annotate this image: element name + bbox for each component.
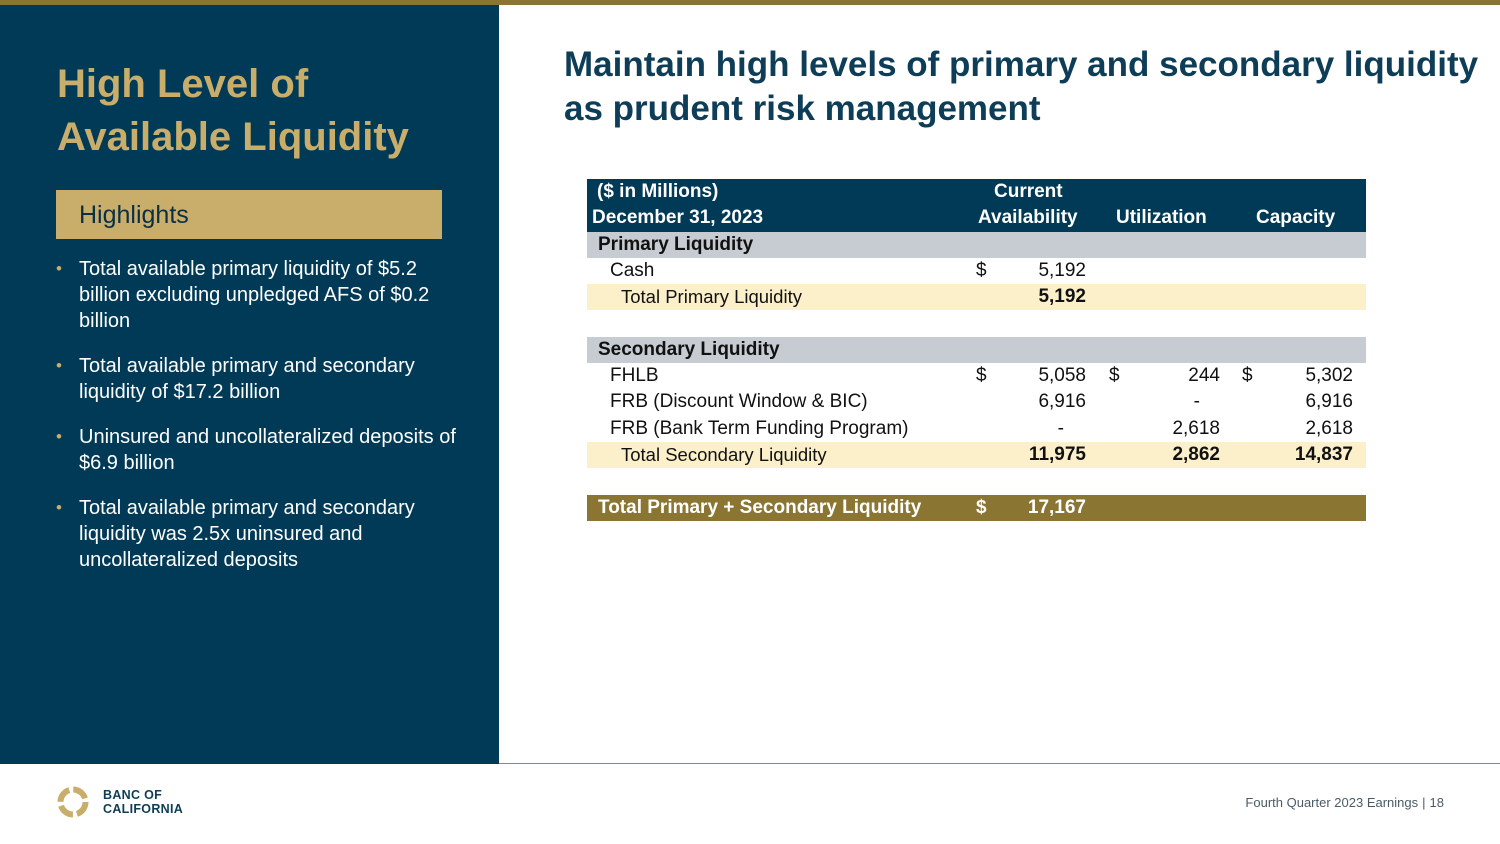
dollar-sign: $ <box>1242 365 1253 387</box>
column-header-utilization: Utilization <box>1116 207 1207 229</box>
dollar-sign: $ <box>1109 365 1120 387</box>
dollar-sign: $ <box>976 496 987 518</box>
bullet-icon: • <box>56 356 62 375</box>
slide-title-line-1: High Level of <box>57 62 309 106</box>
bullet-icon: • <box>56 427 62 446</box>
slide-heading-line-2: as prudent risk management <box>564 89 1041 128</box>
availability-value: 6,916 <box>1038 391 1086 413</box>
section-row-primary <box>587 232 1366 258</box>
section-label: Primary Liquidity <box>598 233 754 255</box>
footer-separator: | <box>1422 795 1426 810</box>
wordmark-line-2: CALIFORNIA <box>103 802 184 816</box>
dollar-sign: $ <box>976 259 987 281</box>
column-header-capacity: Capacity <box>1256 207 1336 229</box>
column-header-current: Current <box>994 181 1063 202</box>
table-row <box>587 389 1366 415</box>
table-header-row-1 <box>587 179 1366 205</box>
date-label: December 31, 2023 <box>592 207 764 229</box>
company-wordmark <box>103 788 183 816</box>
spacer-row <box>587 468 1366 494</box>
slide-heading-line-1: Maintain high levels of primary and secondary liquidity <box>564 45 1479 84</box>
grand-total-label: Total Primary + Secondary Liquidity <box>598 496 922 518</box>
table-header-row-2 <box>587 205 1366 231</box>
utilization-value: 2,618 <box>1172 417 1220 439</box>
banc-of-california-logo-icon <box>56 785 90 819</box>
footer-divider <box>499 763 1500 764</box>
highlight-text: Total available primary and secondary liquidity was 2.5x uninsured and uncollateralized deposits <box>79 497 415 571</box>
page-number: 18 <box>1429 795 1444 810</box>
table-row <box>587 416 1366 442</box>
availability-value: 5,192 <box>1038 259 1086 281</box>
total-row-primary <box>587 284 1366 310</box>
total-label: Total Primary Liquidity <box>621 286 802 308</box>
highlights-header <box>56 190 442 239</box>
wordmark-line-1: BANC OF <box>103 788 163 802</box>
utilization-value: - <box>1193 391 1200 413</box>
availability-value: - <box>1057 417 1064 439</box>
section-row-secondary <box>587 337 1366 363</box>
availability-value: 5,058 <box>1038 365 1086 387</box>
highlight-item <box>56 353 456 405</box>
utilization-value: 244 <box>1188 365 1220 387</box>
highlight-text: Uninsured and uncollateralized deposits of $6.9 billion <box>79 426 456 474</box>
capacity-total: 14,837 <box>1294 443 1353 465</box>
highlight-item <box>56 424 456 476</box>
grand-total-value: 17,167 <box>1027 496 1086 518</box>
availability-total: 5,192 <box>1038 286 1086 308</box>
capacity-value: 6,916 <box>1305 391 1353 413</box>
row-label: FHLB <box>610 365 659 387</box>
highlight-text: Total available primary liquidity of $5.2 billion excluding unpledged AFS of $0.2 billion <box>79 258 430 332</box>
highlights-list <box>56 256 456 592</box>
availability-total: 11,975 <box>1028 443 1086 465</box>
table-row <box>587 363 1366 389</box>
capacity-value: 5,302 <box>1305 365 1353 387</box>
row-label: FRB (Bank Term Funding Program) <box>610 417 909 439</box>
grand-total-row <box>587 495 1366 521</box>
slide-title-line-2: Available Liquidity <box>57 115 409 159</box>
total-row-secondary <box>587 442 1366 468</box>
dollar-sign: $ <box>976 365 987 387</box>
column-header-availability: Availability <box>978 207 1078 229</box>
row-label: FRB (Discount Window & BIC) <box>610 391 868 413</box>
report-name: Fourth Quarter 2023 Earnings <box>1245 795 1419 810</box>
footer-divider-left <box>0 763 499 764</box>
section-label: Secondary Liquidity <box>598 338 780 360</box>
bullet-icon: • <box>56 259 62 278</box>
capacity-value: 2,618 <box>1305 417 1353 439</box>
footer-info <box>1245 795 1444 810</box>
slide-title <box>57 58 487 164</box>
total-label: Total Secondary Liquidity <box>621 443 827 465</box>
highlight-item <box>56 256 456 334</box>
highlights-label: Highlights <box>79 201 189 229</box>
highlight-item <box>56 495 456 573</box>
liquidity-table <box>587 179 1366 521</box>
table-row <box>587 258 1366 284</box>
row-label: Cash <box>610 259 655 281</box>
slide-heading <box>564 43 1484 131</box>
highlight-text: Total available primary and secondary liquidity of $17.2 billion <box>79 355 415 403</box>
bullet-icon: • <box>56 498 62 517</box>
spacer-row <box>587 310 1366 336</box>
utilization-total: 2,862 <box>1172 443 1220 465</box>
units-label: ($ in Millions) <box>597 181 719 202</box>
